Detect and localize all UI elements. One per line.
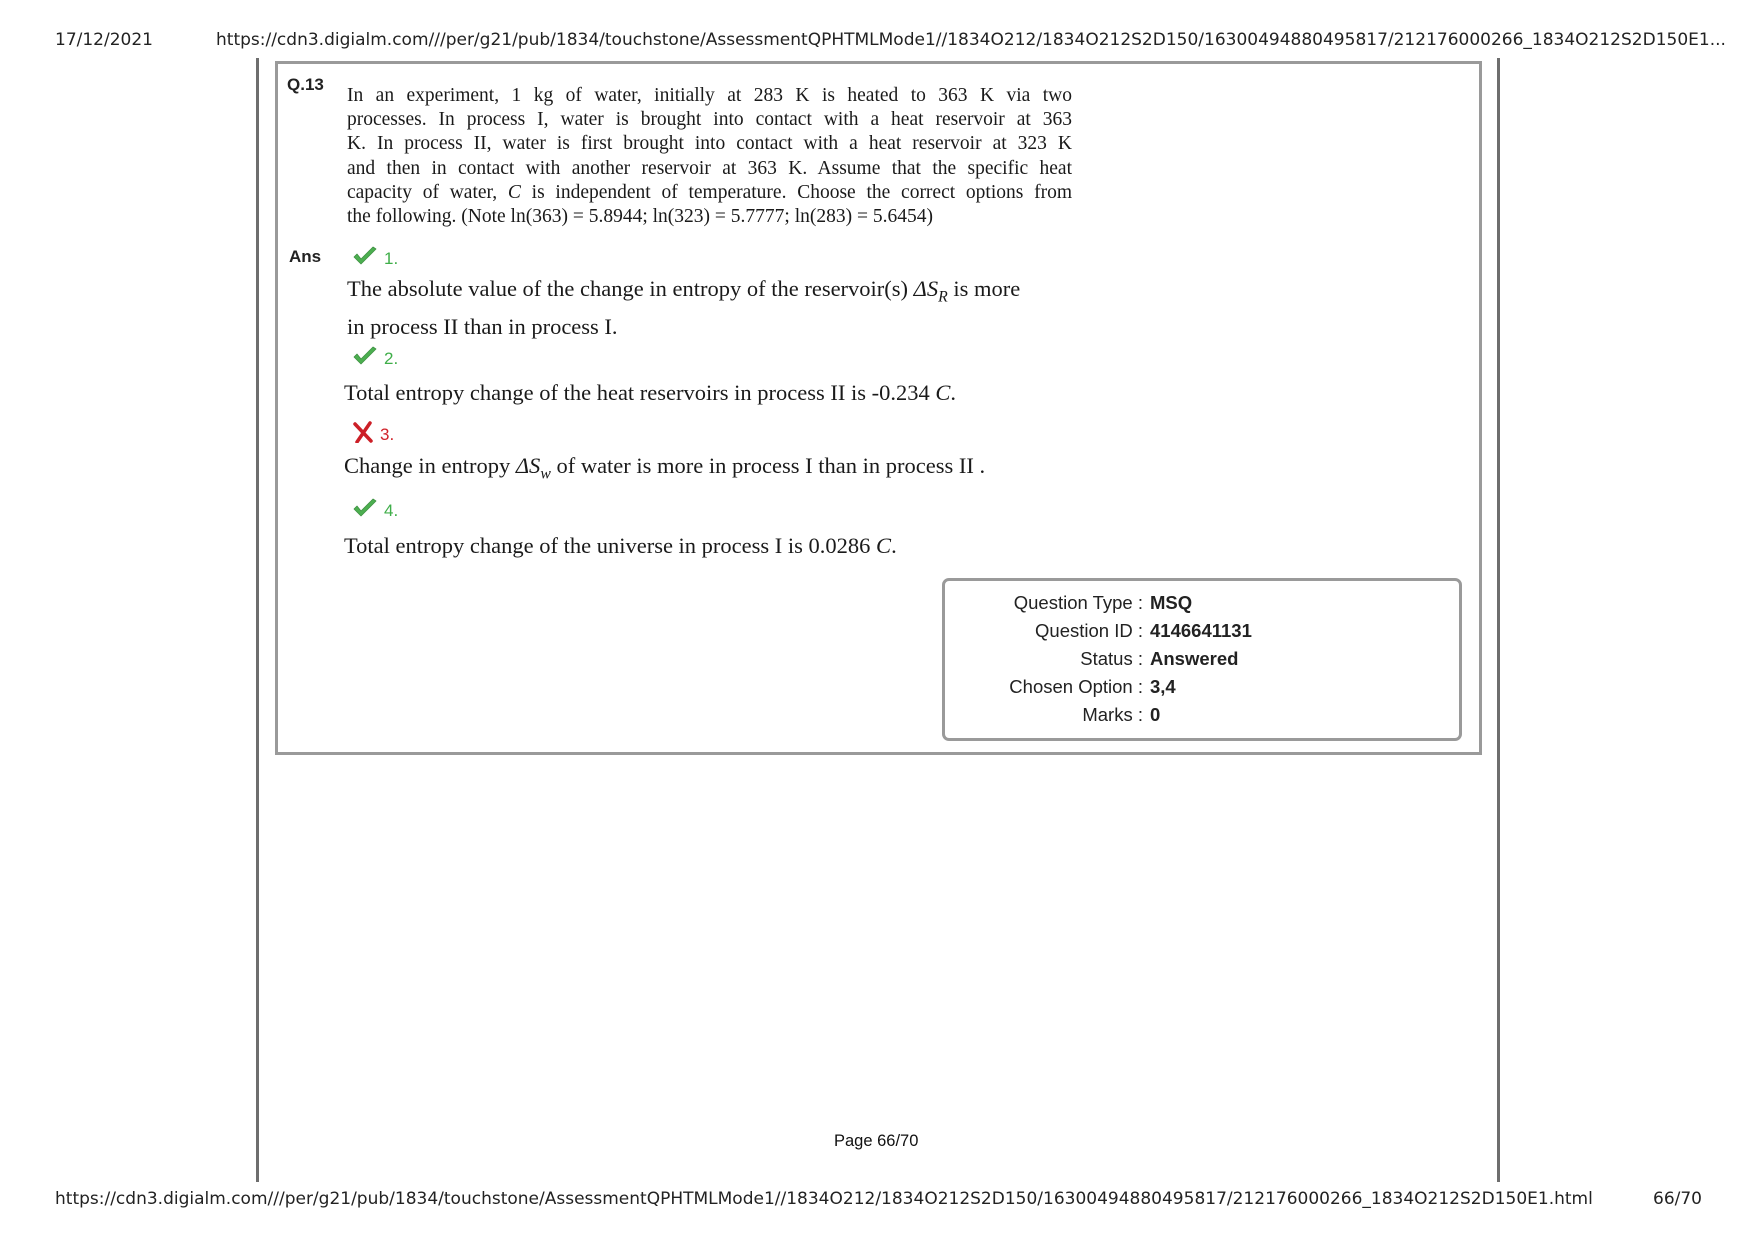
print-header-url: https://cdn3.digialm.com///per/g21/pub/1834/touchstone/AssessmentQPHTMLMode1//1834O212/1834O212S2D150/16300494880495817/212176000266_1834O212S2D150E1... [216, 30, 1726, 50]
page-border-right [1497, 58, 1500, 1182]
math-variable: C [507, 181, 521, 203]
question-text-line: In an experiment, 1 kg of water, initially at 283 K is heated to 363 K via two [347, 85, 1072, 106]
option-2-text: Total entropy change of the heat reservoirs in process II is -0.234 C. [344, 380, 957, 405]
question-info-box [942, 578, 1462, 741]
question-text-line: the following. (Note ln(363) = 5.8944; ln(323) = 5.7777; ln(283) = 5.6454) [347, 206, 933, 228]
question-text-line: capacity of water, C is independent of temperature. Choose the correct options from [347, 181, 1072, 203]
option-2-header [352, 345, 398, 372]
cross-icon [352, 421, 374, 448]
math-symbol: ΔS [913, 276, 939, 301]
check-icon [352, 345, 378, 372]
question-number: Q.13 [287, 75, 324, 94]
math-variable: C [876, 533, 892, 558]
option-3-text: Change in entropy $\Delta S_w$ of water is more in process I than in process II . [344, 453, 986, 483]
math-symbol: ΔS [515, 453, 541, 478]
check-icon [352, 497, 378, 524]
question-text-line: and then in contact with another reservoir at 363 K. Assume that the specific heat [347, 157, 1072, 179]
option-1-text: The absolute value of the change in entropy of the reservoir(s) $\Delta S_R$ is more in process II than in process I. [347, 276, 1021, 339]
page-border-left [256, 58, 259, 1182]
option-1-header [352, 245, 398, 272]
print-footer-page: 66/70 [1653, 1189, 1702, 1209]
print-date: 17/12/2021 [55, 30, 153, 50]
option-number: 2. [384, 348, 399, 368]
question-text-line: K. In process II, water is first brought into contact with a heat reservoir at 323 K [347, 133, 1072, 155]
info-marks: Marks : 0 [1082, 704, 1161, 725]
option-number: 3. [380, 424, 395, 444]
option-4-header [352, 497, 398, 524]
check-icon [352, 245, 378, 272]
info-status: Status : Answered [1080, 648, 1239, 669]
option-4-text: Total entropy change of the universe in process I is 0.0286 C. [344, 533, 897, 558]
info-question-type: Question Type : MSQ [1013, 592, 1193, 613]
page-indicator: Page 66/70 [834, 1132, 919, 1150]
question-text [347, 84, 1072, 229]
answer-label: Ans [289, 247, 322, 266]
info-question-id: Question ID : 4146641131 [1035, 620, 1252, 641]
question-text-line: processes. In process I, water is brought into contact with a heat reservoir at 363 [347, 109, 1072, 131]
math-variable: C [935, 380, 951, 405]
option-number: 1. [384, 248, 399, 268]
info-chosen-option: Chosen Option : 3,4 [1009, 676, 1176, 697]
print-footer-url: https://cdn3.digialm.com///per/g21/pub/1834/touchstone/AssessmentQPHTMLMode1//1834O212/1834O212S2D150/16300494880495817/212176000266_1834O212S2D150E1.html [55, 1189, 1593, 1209]
option-3-header [352, 421, 394, 448]
option-number: 4. [384, 500, 399, 520]
